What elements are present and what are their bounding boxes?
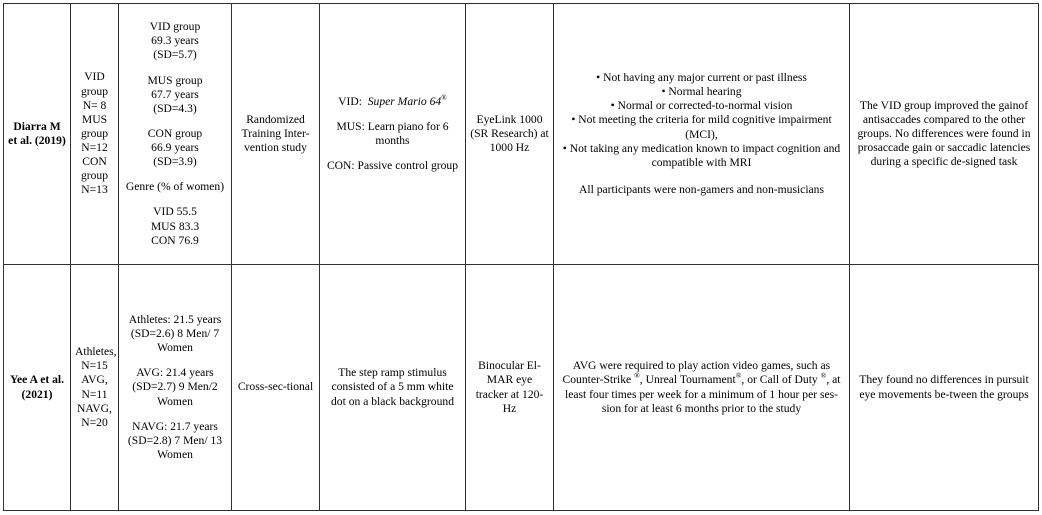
age-group: AVG: 21.4 years (SD=2.7) 9 Men/2 Women bbox=[132, 366, 218, 408]
study-name: Yee A et al. (2021) bbox=[9, 373, 65, 401]
device-cell bbox=[466, 4, 554, 265]
age-group-label: VID group bbox=[149, 20, 201, 34]
sample-group: Athletes, N=15 bbox=[75, 345, 117, 373]
criteria-item: • Normal hearing bbox=[661, 85, 742, 99]
registered-mark: ® bbox=[820, 371, 827, 381]
criteria-text: AVG were required to play action video games, such as Counter-Strike ®, Unreal Tournament®, or Call of Duty ®, at least four times per week for a minimum of 1 hour per ses-sion for at least 6 months prior to the study bbox=[562, 359, 841, 415]
sample-group: NAVG, N=20 bbox=[77, 401, 112, 429]
age-group: Athletes: 21.5 years (SD=2.6) 8 Men/ 7 Women bbox=[128, 312, 222, 355]
genre-value: CON 76.9 bbox=[151, 233, 199, 247]
age-group: NAVG: 21.7 years (SD=2.8) 7 Men/ 13 Women bbox=[127, 419, 223, 461]
intervention-mus: MUS: Learn piano for 6 months bbox=[336, 119, 449, 147]
age-group-sd: (SD=3.9) bbox=[153, 155, 197, 169]
age-group-age: 67.7 years bbox=[151, 87, 199, 101]
sample-cell bbox=[71, 4, 119, 265]
age-group-label: MUS group bbox=[147, 73, 203, 87]
results-cell bbox=[850, 265, 1039, 511]
sample-group: MUS group N=12 bbox=[80, 112, 109, 155]
age-group-label: CON group bbox=[147, 126, 203, 140]
age-group-sd: (SD=4.3) bbox=[153, 101, 197, 115]
genre-value: VID 55.5 bbox=[153, 205, 197, 219]
criteria-cell bbox=[554, 265, 850, 511]
criteria-item: • Normal or corrected-to-normal vision bbox=[610, 99, 793, 113]
results-text: The VID group improved the gainof antisaccades compared to the other groups. No differences were found in prosaccade gain or saccadic latencies during a specific de-signed task bbox=[857, 98, 1031, 169]
study-cell bbox=[4, 265, 71, 511]
results-cell bbox=[850, 4, 1039, 265]
design-cell bbox=[232, 4, 320, 265]
table-row bbox=[4, 4, 1039, 265]
device-text: EyeLink 1000 (SR Research) at 1000 Hz bbox=[470, 112, 549, 155]
sample-group: CON group N=13 bbox=[80, 155, 109, 197]
device-text: Binocular El-MAR eye tracker at 120-Hz bbox=[475, 359, 544, 415]
design-text: Randomized Training Inter-vention study bbox=[241, 112, 310, 155]
device-cell bbox=[466, 265, 554, 511]
intervention-con: CON: Passive control group bbox=[326, 159, 459, 173]
criteria-note: All participants were non-gamers and non-musicians bbox=[578, 182, 824, 196]
registered-mark: ® bbox=[735, 371, 742, 381]
study-name: Diarra M et al. (2019) bbox=[8, 119, 66, 147]
sample-group: VID group N= 8 bbox=[80, 70, 109, 112]
age-cell bbox=[119, 265, 232, 511]
criteria-item: • Not meeting the criteria for mild cognitive impairment (MCI), bbox=[571, 113, 832, 141]
design-cell bbox=[232, 265, 320, 511]
criteria-item: • Not having any major current or past illness bbox=[596, 70, 807, 84]
game-title: Super Mario 64 bbox=[367, 94, 442, 108]
sample-group: AVG, N=11 bbox=[81, 373, 108, 401]
sample-cell bbox=[71, 265, 119, 511]
design-text: Cross-sec-tional bbox=[237, 380, 314, 394]
criteria-item: • Not taking any medication known to impact cognition and compatible with MRI bbox=[562, 141, 841, 169]
results-text: They found no differences in pursuit eye movements be-tween the groups bbox=[859, 373, 1029, 401]
studies-table bbox=[3, 3, 1039, 511]
registered-mark: ® bbox=[634, 371, 640, 381]
age-group-age: 66.9 years bbox=[151, 141, 199, 155]
genre-label: Genre (% of women) bbox=[125, 180, 225, 194]
criteria-cell bbox=[554, 4, 850, 265]
stimulus-cell bbox=[320, 265, 466, 511]
registered-mark: ® bbox=[441, 92, 447, 102]
table-row bbox=[4, 265, 1039, 511]
genre-value: MUS 83.3 bbox=[150, 219, 200, 233]
intervention-vid: VID: Super Mario 64® bbox=[338, 92, 447, 108]
age-group-sd: (SD=5.7) bbox=[153, 48, 197, 62]
study-cell bbox=[4, 4, 71, 265]
intervention-cell bbox=[320, 4, 466, 265]
age-group-age: 69.3 years bbox=[151, 34, 199, 48]
age-cell bbox=[119, 4, 232, 265]
stimulus-text: The step ramp stimulus consisted of a 5 mm white dot on a black background bbox=[331, 366, 454, 408]
